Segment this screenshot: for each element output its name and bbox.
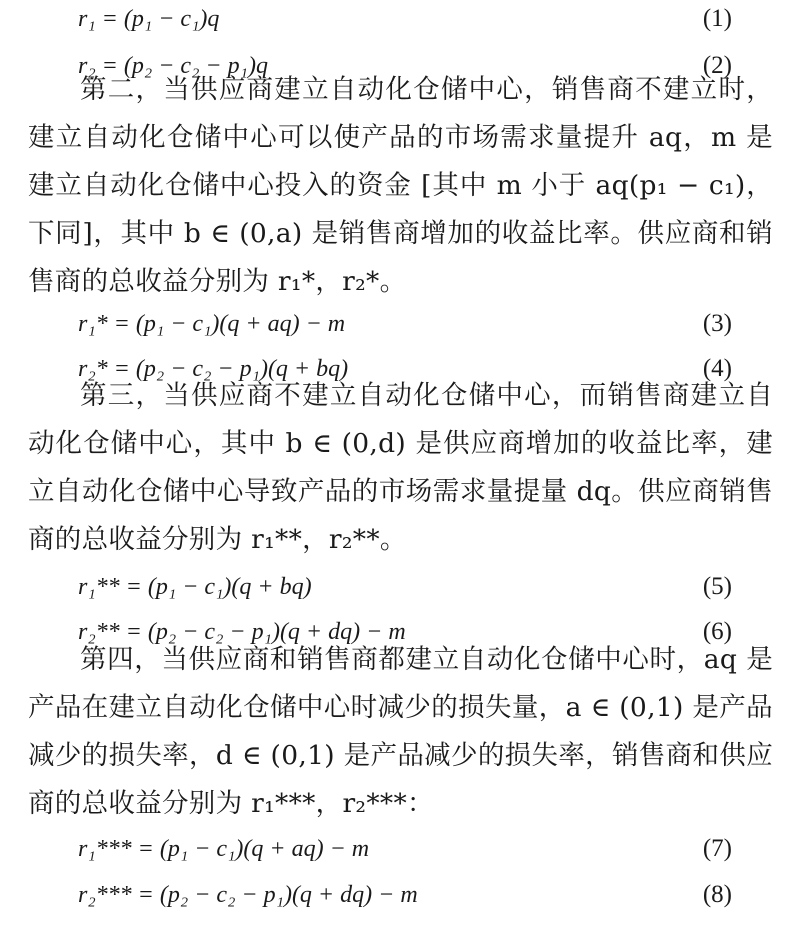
equation-3-expression: r₁* = (p₁ − c₁)(q + aq) − m [78, 311, 346, 337]
equation-7-expression: r₁*** = (p₁ − c₁)(q + aq) − m [78, 836, 370, 862]
equation-4-number: (4) [702, 355, 732, 382]
equation-8-number: (8) [702, 881, 732, 908]
equation-5-number: (5) [702, 573, 732, 600]
paragraph-second-case: 第二，当供应商建立自动化仓储中心，销售商不建立时，建立自动化仓储中心可以使产品的市场需求量提升 aq，m 是建立自动化仓储中心投入的资金 [其中 m 小于 aq(p₁ − c₁)，下同]，其中 b ∈ (0,a) 是销售商增加的收益比率。供应商和销售商的总收益分别为 r₁*，r₂*。 [28, 74, 773, 297]
equation-4-expression: r₂* = (p₂ − c₂ − p₁)(q + bq) [78, 356, 349, 382]
equation-3-number: (3) [702, 310, 732, 337]
paragraph-third-case: 第三，当供应商不建立自动化仓储中心，而销售商建立自动化仓储中心，其中 b ∈ (0,d) 是供应商增加的收益比率，建立自动化仓储中心导致产品的市场需求量提量 dq。供应商销售商的总收益分别为 r₁**，r₂**。 [28, 380, 773, 555]
equation-1 [78, 2, 732, 36]
equation-3 [78, 307, 732, 341]
equation-6-expression: r₂** = (p₂ − c₂ − p₁)(q + dq) − m [78, 619, 406, 645]
equation-6-number: (6) [702, 618, 732, 645]
equation-8 [78, 878, 732, 912]
equation-2-number: (2) [702, 52, 732, 79]
paragraph-fourth-case: 第四，当供应商和销售商都建立自动化仓储中心时，aq 是产品在建立自动化仓储中心时减少的损失量，a ∈ (0,1) 是产品减少的损失率，d ∈ (0,1) 是产品减少的损失率，销售商和供应商的总收益分别为 r₁***，r₂***： [28, 644, 773, 819]
equation-1-number: (1) [702, 5, 732, 32]
equation-8-expression: r₂*** = (p₂ − c₂ − p₁)(q + dq) − m [78, 882, 418, 908]
equation-7 [78, 832, 732, 866]
equation-5 [78, 570, 732, 604]
equation-2-expression: r₂ = (p₂ − c₂ − p₁)q [78, 53, 268, 79]
equation-1-expression: r₁ = (p₁ − c₁)q [78, 6, 220, 32]
equation-7-number: (7) [702, 835, 732, 862]
equation-5-expression: r₁** = (p₁ − c₁)(q + bq) [78, 574, 312, 600]
